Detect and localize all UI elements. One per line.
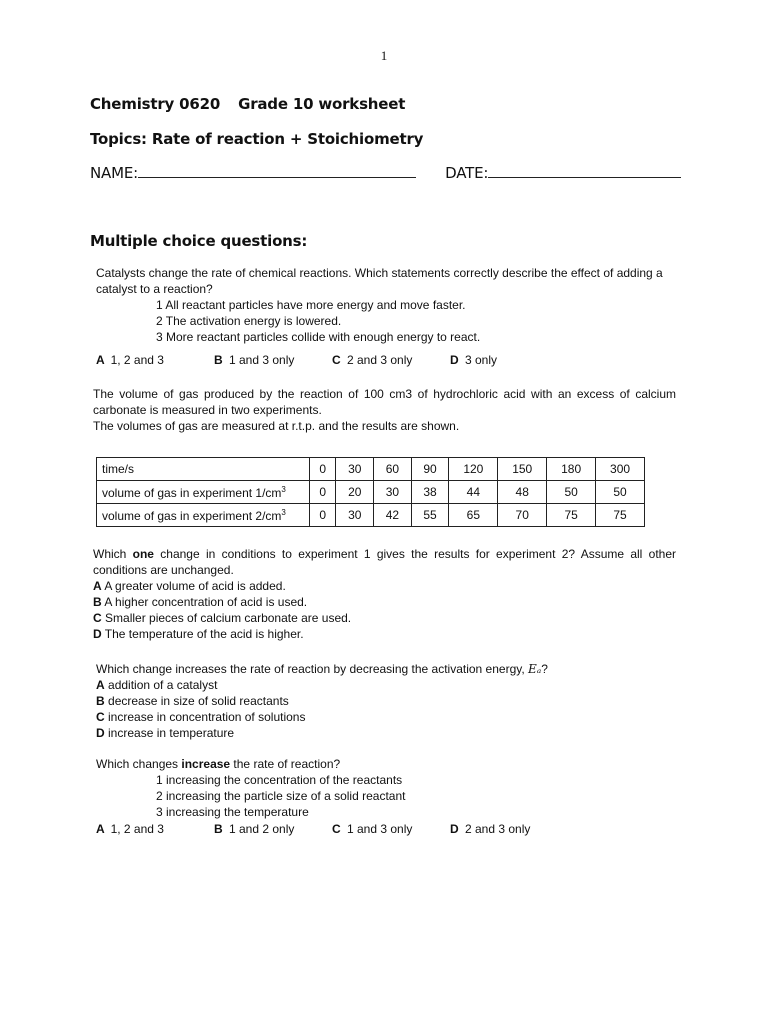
question-1 — [96, 265, 686, 345]
gas-volume-table — [96, 457, 645, 527]
question-4-stem: Which changes increase the rate of reaction? — [96, 757, 341, 771]
question-1-statement: 2 The activation energy is lowered. — [156, 314, 342, 328]
question-2 — [93, 546, 676, 642]
option-d[interactable]: D The temperature of the acid is higher. — [93, 627, 304, 641]
table-cell: 48 — [498, 481, 547, 504]
option-b[interactable]: B 1 and 2 only — [214, 822, 295, 836]
section-title: Multiple choice questions: — [90, 232, 308, 250]
option-a[interactable]: A 1, 2 and 3 — [96, 353, 164, 367]
option-c[interactable]: C Smaller pieces of calcium carbonate are used. — [93, 611, 352, 625]
option-b[interactable]: B 1 and 3 only — [214, 353, 295, 367]
question-1-statement: 3 More reactant particles collide with enough energy to react. — [156, 330, 481, 344]
table-row — [97, 481, 645, 504]
table-cell: 30 — [336, 458, 374, 481]
row-label: volume of gas in experiment $1/cm^3$ — [97, 481, 310, 504]
table-cell: 0 — [310, 504, 336, 527]
option-d[interactable]: D 3 only — [450, 353, 498, 367]
name-label: NAME: — [90, 164, 138, 182]
table-cell: 65 — [449, 504, 498, 527]
question-4-statement: 3 increasing the temperature — [156, 805, 309, 819]
option-d[interactable]: D increase in temperature — [96, 726, 235, 740]
table-cell: 300 — [596, 458, 645, 481]
table-cell: 60 — [374, 458, 412, 481]
table-cell: 44 — [449, 481, 498, 504]
date-field-line[interactable] — [488, 163, 681, 178]
question-2-intro — [93, 386, 676, 434]
question-1-stem: Catalysts change the rate of chemical reactions. Which statements correctly describe the effect of adding a catalyst to a reaction? — [96, 266, 663, 296]
option-a[interactable]: A 1, 2 and 3 — [96, 822, 164, 836]
option-c[interactable]: C increase in concentration of solutions — [96, 710, 306, 724]
table-cell: 0 — [310, 458, 336, 481]
table-row — [97, 504, 645, 527]
option-b[interactable]: B A higher concentration of acid is used. — [93, 595, 308, 609]
option-a[interactable]: A addition of a catalyst — [96, 678, 218, 692]
question-4-statement: 2 increasing the particle size of a solid reactant — [156, 789, 406, 803]
table-cell: 180 — [547, 458, 596, 481]
question-1-statement: 1 All reactant particles have more energy and move faster. — [156, 298, 466, 312]
table-cell: 90 — [411, 458, 449, 481]
name-field-line[interactable] — [138, 163, 416, 178]
option-d[interactable]: D 2 and 3 only — [450, 822, 531, 836]
worksheet-title — [90, 95, 405, 113]
question-4-options — [96, 822, 568, 836]
table-cell: 20 — [336, 481, 374, 504]
activation-energy-symbol: Eₐ — [528, 662, 542, 676]
table-header-label: time/s — [97, 458, 310, 481]
table-cell: 70 — [498, 504, 547, 527]
date-label: DATE: — [445, 164, 489, 182]
option-a[interactable]: A A greater volume of acid is added. — [93, 579, 286, 593]
question-2-stem: Which one change in conditions to experiment 1 gives the results for experiment 2? Assume all other conditions are unchanged. — [93, 547, 676, 577]
table-cell: 75 — [596, 504, 645, 527]
table-cell: 30 — [336, 504, 374, 527]
grade-title: Grade 10 worksheet — [238, 95, 406, 113]
name-date-row — [90, 163, 681, 182]
question-4-statement: 1 increasing the concentration of the reactants — [156, 773, 403, 787]
option-c[interactable]: C 2 and 3 only — [332, 353, 413, 367]
table-cell: 50 — [596, 481, 645, 504]
table-cell: 120 — [449, 458, 498, 481]
row-label: volume of gas in experiment $2/cm^3$ — [97, 504, 310, 527]
course-title: Chemistry 0620 — [90, 95, 221, 113]
option-c[interactable]: C 1 and 3 only — [332, 822, 413, 836]
page-number: 1 — [380, 48, 388, 63]
question-2-intro-line1: The volume of gas produced by the reaction of 100 cm3 of hydrochloric acid with an excess of calcium carbonate is measured in two experiments. — [93, 387, 676, 417]
table-cell: 150 — [498, 458, 547, 481]
table-cell: 50 — [547, 481, 596, 504]
question-3-stem: Which change increases the rate of reaction by decreasing the activation energy, Eₐ? — [96, 662, 548, 676]
table-cell: 0 — [310, 481, 336, 504]
table-cell: 38 — [411, 481, 449, 504]
table-cell: 55 — [411, 504, 449, 527]
option-b[interactable]: B decrease in size of solid reactants — [96, 694, 289, 708]
question-4 — [96, 756, 676, 820]
table-row — [97, 458, 645, 481]
table-cell: 42 — [374, 504, 412, 527]
table-cell: 75 — [547, 504, 596, 527]
topics-title: Topics: Rate of reaction + Stoichiometry — [90, 130, 424, 148]
question-2-intro-line2: The volumes of gas are measured at r.t.p. and the results are shown. — [93, 419, 460, 433]
table-cell: 30 — [374, 481, 412, 504]
question-3 — [96, 661, 676, 741]
question-1-options — [96, 353, 568, 367]
